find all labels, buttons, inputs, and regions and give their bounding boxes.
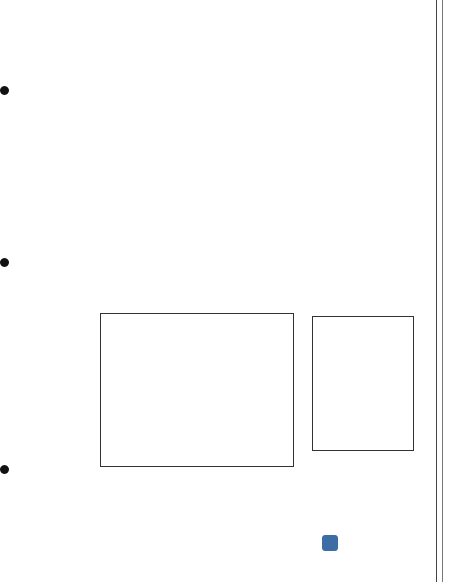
watermark-logo [322, 532, 442, 561]
punch-hole [0, 465, 9, 474]
chart-legend [312, 316, 414, 451]
punch-hole [0, 86, 9, 95]
binding-line [436, 0, 437, 582]
pie-chart [101, 314, 293, 466]
watermark-logo-icon [322, 535, 338, 551]
punch-hole [0, 258, 9, 267]
binding-line-2 [442, 0, 443, 582]
pie-chart-frame [100, 313, 294, 467]
